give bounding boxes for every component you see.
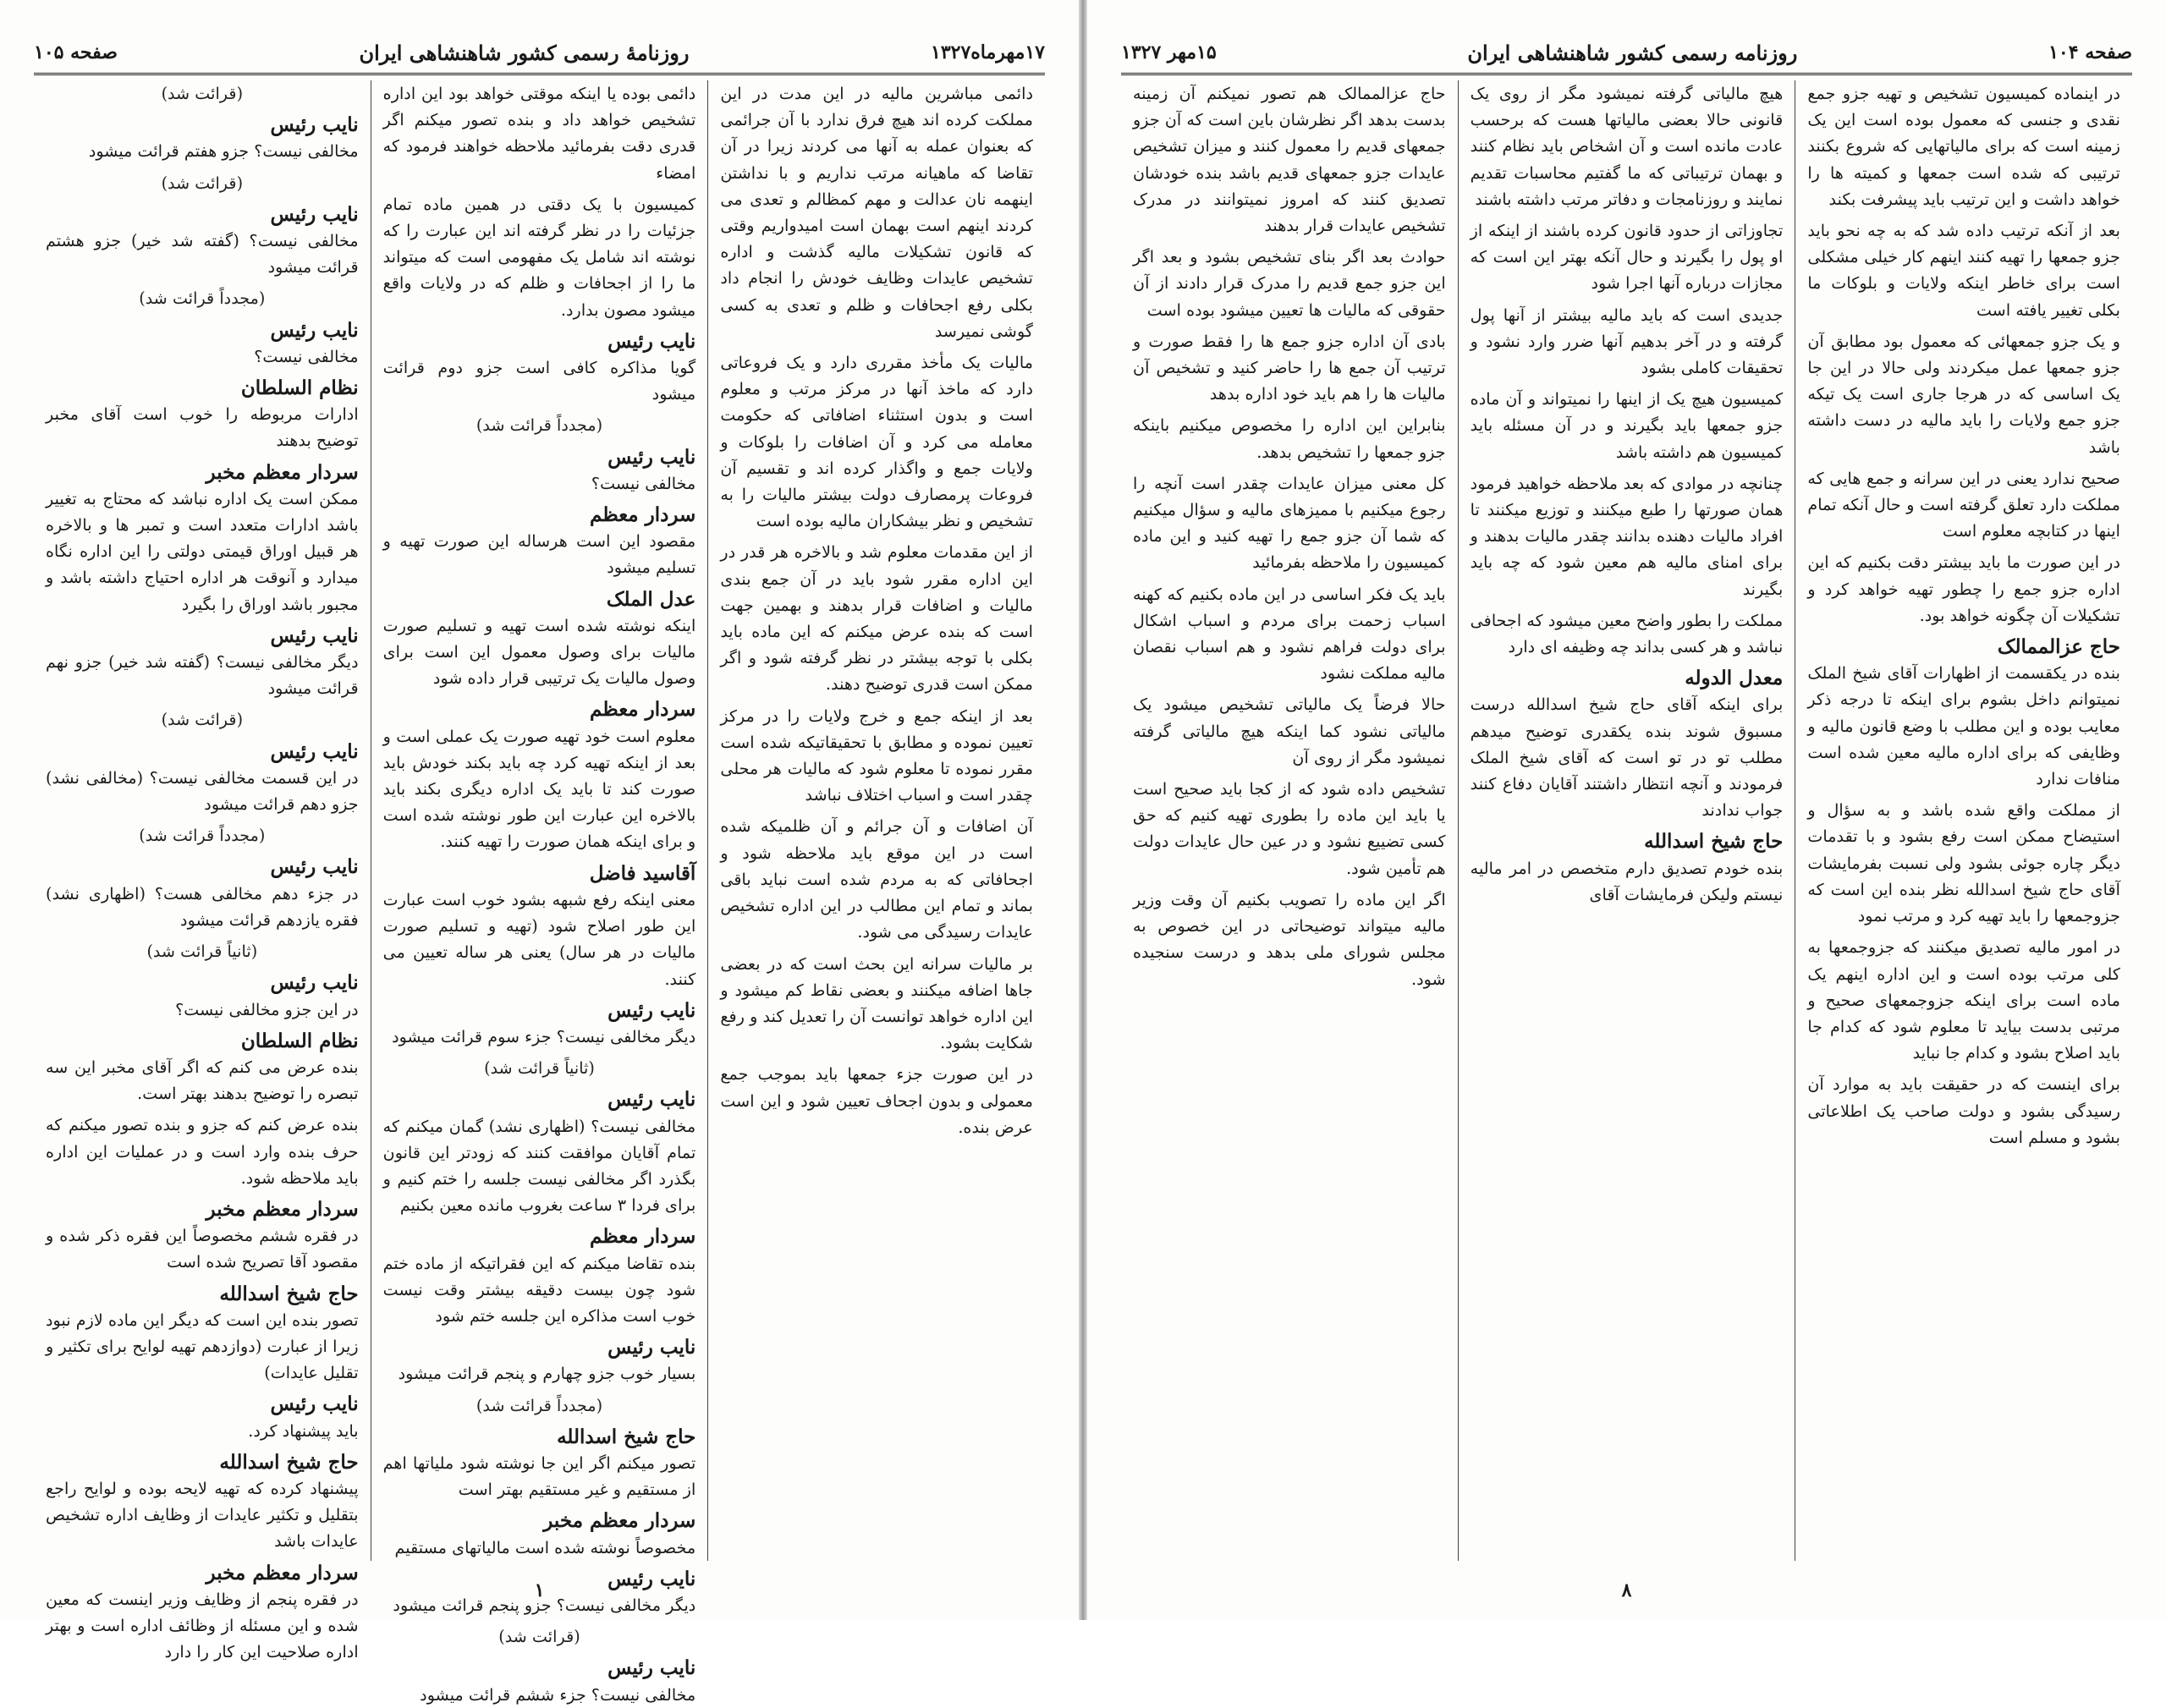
speaker-name: نایب رئیس	[607, 1656, 696, 1680]
text-paragraph: مقصود این است هرساله این صورت تهیه و تسلیم میشود	[382, 531, 696, 578]
text-paragraph: مخصوصاً نوشته شده است مالیاتهای مستقیم	[394, 1537, 696, 1557]
right-page-number: ۸	[1621, 1579, 1632, 1601]
text-paragraph: گویا مذاکره کافی است جزو دوم قرائت میشود	[382, 358, 696, 404]
left-header-page-label: صفحه ۱۰۵	[34, 41, 118, 63]
reading-note: (مجدداً قرائت شد)	[139, 826, 266, 846]
text-paragraph: در این صورت ما باید بیشتر دقت بکنیم که این اداره جزو جمع را چطور تهیه خواهد کرد و تشکیلات آن چگونه خواهد بود.	[1807, 552, 2120, 625]
speaker-name: سردار معظم مخبر	[543, 1509, 696, 1533]
text-paragraph: جدیدی است که باید مالیه بیشتر از آنها پول گرفته و در آخر بدهیم آنها ضرر وارد نشود و تحقیقات کاملی بشود	[1470, 305, 1784, 378]
speaker-name: نایب رئیس	[270, 113, 359, 137]
text-paragraph: در اینماده کمیسیون تشخیص و تهیه جزو جمع نقدی و جنسی که معمول بوده است این یک زمینه است که برای مالیاتهایی که شروع بکنند ترتیبی که شده است جمعها و کمیته ها را خواهد داشت و این ترتیب باید پیشرفت بکند	[1807, 84, 2120, 209]
left-page-header	[34, 32, 1045, 75]
text-paragraph: بنده خودم تصدیق دارم متخصص در امر مالیه نیستم ولیکن فرمایشات آقای	[1470, 858, 1784, 904]
reading-note: (ثانیاً قرائت شد)	[146, 942, 258, 962]
text-paragraph: اگر این ماده را تصویب بکنیم آن وقت وزیر مالیه میتواند توضیحاتی در این خصوص به مجلس شورای ملی بدهد و درست سنجیده شود.	[1132, 889, 1446, 989]
text-paragraph: هیچ مالیاتی گرفته نمیشود مگر از روی یک قانونی حالا بعضی مالیاتها هست که برحسب عادت مانده است و آن اشخاص باید نظام کنند و بهمان ترتیباتی که ما گفتیم محاسبات تقدیم نمایند و روزنامجات و دفاتر مرتب داشته باشند	[1470, 84, 1784, 209]
right-col-1	[1795, 80, 2132, 1561]
text-paragraph: بسیار خوب جزو چهارم و پنجم قرائت میشود	[398, 1364, 696, 1384]
speaker-name: نایب رئیس	[270, 318, 359, 342]
speaker-name: حاج شیخ اسدالله	[219, 1282, 359, 1305]
text-paragraph: آن اضافات و آن جرائم و آن ظلمیکه شده است در این موقع باید ملاحظه شود و اجحافاتی که به مردم شده است نباید باقی بماند و تمام این مطالب در این اداره تشخیص عایدات رسیدگی می شود.	[720, 816, 1033, 942]
reading-note: (ثانیاً قرائت شد)	[484, 1058, 595, 1079]
text-paragraph: حاج عزالممالک هم تصور نمیکنم آن زمینه بدست بدهد اگر نظرشان باین است که آن جزو جمعهای قدیم را معمول کنند و میزان تشخیص عایدات جزو جمعهای قدیم باشد بنده خودشان تصدیق کنند که امروز نمیتوانند در مدرک تشخیص عایدات قرار بدهند	[1132, 84, 1446, 236]
text-paragraph: کمیسیون با یک دقتی در همین ماده تمام جزئیات را در نظر گرفته اند این عبارت را که نوشته اند شامل یک مفهومی است که میتواند ما را از اجحافات و ظلم که در ولایات واقع میشود مصون بدارد.	[382, 194, 696, 320]
text-paragraph: بنابراین این اداره را مخصوص میکنیم باینکه جزو جمعها را تشخیص بدهد.	[1132, 415, 1446, 462]
text-paragraph: در امور مالیه تصدیق میکنند که جزوجمعها به کلی مرتب بوده است و این اداره اینهم یک ماده است برای اینکه جزوجمعهای صحیح و مرتبی بدست بیاید تا معلوم شود که کدام جا باید اصلاح بشود و کدام جا نباید	[1807, 937, 2120, 1063]
right-col-3	[1121, 80, 1458, 1561]
speaker-name: نایب رئیس	[607, 1088, 696, 1112]
text-paragraph: در فقره ششم مخصوصاً این فقره ذکر شده و مقصود آقا تصریح شده است	[45, 1226, 359, 1272]
text-paragraph: معنی اینکه رفع شبهه بشود خوب است عبارت این طور اصلاح شود (تهیه و تسلیم صورت مالیات در هر سال) یعنی هر ساله تعیین می کنند.	[382, 889, 696, 989]
text-paragraph: کل معنی میزان عایدات چقدر است آنچه را رجوع میکنیم با ممیزهای مالیه و سؤال میکنیم که شما آن جزو جمع را تهیه کنید و این ماده کمیسیون را ملاحظه بفرمائید	[1132, 473, 1446, 573]
text-paragraph: دائمی مباشرین مالیه در این مدت در این مملکت کرده اند هیچ فرق ندارد با آن جرائمی که بعنوان عمله به آنها می کردند زیرا در آن تقاضا که ماهیانه مرتب نداریم و با نداشتن اینهمه نان عدالت و مهم کمظالم و تعدی می کردند اینهم است بهمان است امیدواریم وقتی که قانون تشکیلات مالیه گذشت و اداره تشخیص عایدات وظایف خودش را انجام داد بکلی رفع اجحافات و ظلم و تعدی به کسی گوشی نمیرسد	[720, 84, 1033, 341]
text-paragraph: مخالفی نیست؟	[591, 473, 696, 493]
right-header-date: ۱۵مهر ۱۳۲۷	[1121, 41, 1217, 63]
text-paragraph: مالیات یک مأخذ مقرری دارد و یک فروعاتی دارد که ماخذ آنها در مرکز مرتب و معلوم است و بدون استثناء اضافاتی که حکومت معامله می کرد و آن اضافات را بلوکات و ولایات جمع و واگذار کرده اند و تقسیم آن فروعات پرمصارف دولت بیشتر مالیات را به تشخیص و نظر بیشکاران مالیه بوده است	[720, 353, 1033, 531]
text-paragraph: در این جزو مخالفی نیست؟	[175, 999, 359, 1019]
speaker-name: نایب رئیس	[607, 998, 696, 1022]
binding-gutter	[1079, 0, 1087, 1620]
text-paragraph: بعد از آنکه ترتیب داده شد که به چه نحو باید جزو جمعها را تهیه کنند اینهم کار خیلی مشکلی است برای خاطر اینکه ولایات و بلوکات ما بکلی تغییر یافته است	[1807, 221, 2120, 320]
text-paragraph: بنده تقاضا میکنم که این فقراتیکه از ماده ختم شود چون بیست دقیقه بیشتر وقت نیست خوب است مذاکره این جلسه ختم شود	[382, 1253, 696, 1326]
reading-note: (مجدداً قرائت شد)	[476, 1395, 603, 1415]
speaker-name: عدل الملک	[606, 587, 696, 611]
right-page	[1087, 0, 2166, 1620]
speaker-name: سردار معظم مخبر	[206, 460, 359, 484]
text-paragraph: بر مالیات سرانه این بحث است که در بعضی جاها اضافه میکنند و بعضی نقاط کم میشود و این اداره خواهد توانست آن را تعدیل کند و رفع شکایت بشود.	[720, 953, 1033, 1053]
text-paragraph: مملکت را بطور واضح معین میشود که اجحافی نباشد و هر کسی بداند چه وظیفه ای دارد	[1470, 610, 1784, 657]
speaker-name: معدل الدوله	[1685, 667, 1784, 690]
text-paragraph: تصور بنده این است که دیگر این ماده لازم نبود زیرا از عبارت (دوازدهم تهیه لوایح برای تکثیر و تقلیل عایدات)	[45, 1310, 359, 1383]
text-paragraph: و یک جزو جمعهائی که معمول بود مطابق آن جزو جمعها عمل میکردند ولی حالا در این جا یک اساسی که در هرجا جاری است یک تیکه جزو جمع ولایات را باید مالیه در دست داشته باشد	[1807, 331, 2120, 457]
speaker-name: نایب رئیس	[607, 329, 696, 353]
reading-note: (قرائت شد)	[498, 1627, 580, 1647]
text-paragraph: باید پیشنهاد کرد.	[248, 1420, 359, 1441]
left-header-date: ۱۷مهرماه۱۳۲۷	[931, 41, 1045, 63]
speaker-name: نایب رئیس	[270, 623, 359, 647]
text-paragraph: چنانچه در موادی که بعد ملاحظه خواهید فرمود همان صورتها را طبع میکنند و توزیع میکنند تا افراد مالیات دهنده بدانند چقدر مالیات بدهند و برای امنای مالیه هم معین شود که چه باید بگیرند	[1470, 473, 1784, 599]
speaker-name: نایب رئیس	[270, 202, 359, 226]
text-paragraph: معلوم است خود تهیه صورت یک عملی است و بعد از اینکه تهیه کرد چه باید بکند خودش باید صورت کند تا باید یک اداره دیگری بکند باید بالاخره این عبارت این طور نوشته شده است و برای اینکه همان صورت را تهیه کنند.	[382, 726, 696, 852]
text-paragraph: صحیح ندارد یعنی در این سرانه و جمع هایی که مملکت دارد تعلق گرفته است و حال آنکه تمام اینها در کتابچه معلوم است	[1807, 468, 2120, 541]
text-paragraph: حالا فرضاً یک مالیاتی تشخیص میشود یک مالیاتی نشود کما اینکه هیچ مالیاتی گرفته نمیشود مگر از روی آن	[1132, 695, 1446, 767]
text-paragraph: بنده در یکقسمت از اظهارات آقای شیخ الملک نمیتوانم داخل بشوم برای اینکه تا درجه ذکر معایب بوده و این مطلب با وضع قانون مالیه و وظایفی که برای اداره مالیه معین شده است منافات ندارد	[1807, 663, 2120, 789]
text-paragraph: مخالفی نیست؟ جزو هفتم قرائت میشود	[88, 141, 359, 162]
text-paragraph: دیگر مخالفی نیست؟ جزو پنجم قرائت میشود	[393, 1595, 696, 1615]
reading-note: (قرائت شد)	[161, 84, 244, 103]
speaker-name: آقاسید فاضل	[589, 861, 696, 885]
text-paragraph: در این صورت جزء جمعها باید بموجب جمع معمولی و بدون اجحاف تعیین شود و این است عرض بنده.	[720, 1064, 1033, 1137]
speaker-name: نظام السلطان	[240, 1029, 359, 1052]
text-paragraph: ممکن است یک اداره نباشد که محتاج به تغییر باشد ادارات متعدد است و تمبر ها و بالاخره هر قبیل اوراق قیمتی دولتی را این اداره نگاه میدارد و آنوقت هر اداره احتیاج داشته باشد و مجبور باشد اوراق را بگیرد	[45, 488, 359, 614]
text-paragraph: از مملکت واقع شده باشد و به سؤال و استیضاح ممکن است رفع بشود و با تقدمات دیگر چاره جوئی بشود ولی نسبت بفرمایشات آقای حاج شیخ اسدالله نظر بنده این است که جزوجمعها را باید تهیه کرد و مرتب نمود	[1807, 800, 2120, 926]
text-paragraph: مخالفی نیست؟	[254, 346, 359, 366]
text-paragraph: برای اینست که در حقیقت باید به موارد آن رسیدگی بشود و دولت صاحب یک اطلاعاتی بشود و مسلم است	[1807, 1074, 2120, 1147]
text-paragraph: ادارات مربوطه را خوب است آقای مخبر توضیح بدهند	[45, 404, 359, 451]
text-paragraph: تجاوزاتی از حدود قانون کرده باشند از اینکه از او پول را بگیرند و حال آنکه بهتر این است که مجازات درباره آنها اجرا شود	[1470, 221, 1784, 294]
text-paragraph: کمیسیون هیچ یک از اینها را نمیتواند و آن ماده جزو جمعها باید بگیرند و در آن مسئله باید کمیسیون هم داشته باشد	[1470, 389, 1784, 462]
text-paragraph: بادی آن اداره جزو جمع ها را فقط صورت و ترتیب آن جمع ها را حاضر کنید و تشخیص آن مالیات ها را هم باید خود اداره بدهد	[1132, 331, 1446, 404]
left-page-columns	[34, 80, 1045, 1705]
text-paragraph: اینکه نوشته شده است تهیه و تسلیم صورت مالیات برای وصول معمول این است برای وصول مالیات یک ترتیبی قرار داده شود	[382, 615, 696, 689]
speaker-name: سردار معظم	[590, 503, 696, 527]
text-paragraph: دائمی بوده یا اینکه موقتی خواهد بود این اداره تشخیص خواهد داد و بنده تصور میکنم اگر قدری دقت بفرمائید ملاحظه خواهند فرمود که امضاء	[382, 84, 696, 183]
text-paragraph: تشخیص داده شود که از کجا باید صحیح است یا باید این ماده را بطوری تهیه کنیم که حق کسی تضییع نشود و در عین حال عایدات دولت هم تأمین شود.	[1132, 779, 1446, 878]
speaker-name: نایب رئیس	[270, 855, 359, 879]
text-paragraph: پیشنهاد کرده که تهیه لایحه بوده و لوایح راجع بتقلیل و تکثیر عایدات از وظایف اداره تشخیص عایدات باشد	[45, 1478, 359, 1551]
speaker-name: حاج شیخ اسدالله	[1644, 830, 1784, 854]
left-col-3	[34, 80, 371, 1662]
right-header-title: روزنامه رسمی کشور شاهنشاهی ایران	[1467, 40, 1798, 65]
speaker-name: حاج شیخ اسدالله	[219, 1450, 359, 1474]
speaker-name: سردار معظم مخبر	[206, 1561, 359, 1584]
reading-note: (مجدداً قرائت شد)	[476, 415, 603, 436]
text-paragraph: مخالفی نیست؟ جزء ششم قرائت میشود	[420, 1684, 696, 1705]
text-paragraph: حوادث بعد اگر بنای تشخیص بشود و بعد اگر این جزو جمع قدیم را مدرک قرار دادند از آن حقوقی که مالیات ها تعیین میشود بوده است	[1132, 247, 1446, 320]
reading-note: (قرائت شد)	[161, 173, 244, 193]
left-header-title: روزنامهٔ رسمی کشور شاهنشاهی ایران	[359, 40, 690, 65]
text-paragraph: مخالفی نیست؟ (اظهاری نشد) گمان میکنم که تمام آقایان موافقت کنند که زودتر این قانون بگذرد اگر مخالفی نیست جلسه را ختم کنیم و برای فردا ۳ ساعت بغروب مانده معین بکنیم	[382, 1116, 696, 1216]
left-col-2	[371, 80, 708, 1705]
right-col-2	[1458, 80, 1795, 1561]
text-paragraph: دیگر مخالفی نیست؟ جزء سوم قرائت میشود	[392, 1026, 696, 1046]
text-paragraph: در این قسمت مخالفی نیست؟ (مخالفی نشد) جزو دهم قرائت میشود	[45, 767, 359, 815]
left-page	[0, 0, 1079, 1705]
speaker-name: نایب رئیس	[607, 1336, 696, 1359]
reading-note: (قرائت شد)	[161, 710, 244, 730]
speaker-name: حاج عزالممالک	[1997, 635, 2120, 659]
speaker-name: سردار معظم	[590, 1225, 696, 1249]
right-page-header	[1121, 32, 2132, 75]
text-paragraph: دیگر مخالفی نیست؟ (گفته شد خیر) جزو نهم قرائت میشود	[45, 652, 359, 699]
speaker-name: سردار معظم	[590, 698, 696, 722]
text-paragraph: در فقره پنجم از وظایف وزیر اینست که معین شده و این مسئله از وظائف اداره است و بهتر اداره صلاحیت این کار را دارد	[45, 1589, 359, 1662]
text-paragraph: بنده عرض کنم که جزو و بنده تصور میکنم که حرف بنده وارد است و در عملیات این اداره باید ملاحظه شود.	[45, 1115, 359, 1188]
text-paragraph: باید یک فکر اساسی در این ماده بکنیم که کهنه اسباب زحمت برای مردم و اسباب اشکال برای دولت فراهم نشود و هم اسباب نقصان مالیه مملکت نشود	[1132, 584, 1446, 684]
right-header-page-label: صفحه ۱۰۴	[2048, 41, 2132, 63]
left-page-number: ۱	[534, 1579, 545, 1601]
speaker-name: نایب رئیس	[270, 1392, 359, 1416]
speaker-name: نایب رئیس	[270, 971, 359, 995]
speaker-name: نظام السلطان	[240, 376, 359, 400]
text-paragraph: تصور میکنم اگر این جا نوشته شود ملیاتها اهم از مستقیم و غیر مستقیم بهتر است	[382, 1453, 696, 1500]
reading-note: (مجدداً قرائت شد)	[139, 288, 266, 309]
speaker-name: سردار معظم مخبر	[206, 1197, 359, 1221]
speaker-name: نایب رئیس	[607, 445, 696, 469]
speaker-name: نایب رئیس	[607, 1567, 696, 1590]
text-paragraph: از این مقدمات معلوم شد و بالاخره هر قدر در این اداره مقرر شود باید در آن جمع بندی مالیات و اضافات قرار بدهند و بهمین جهت است که بنده عرض میکنم که این ماده باید بکلی با توجه بیشتر در نظر گرفته شود و اگر ممکن است قدری توضیح دهند.	[720, 542, 1033, 695]
speaker-name: نایب رئیس	[270, 739, 359, 763]
text-paragraph: بعد از اینکه جمع و خرج ولایات را در مرکز تعیین نموده و مطابق با تحقیقاتیکه شده است مقرر نموده تا معلوم شود که مالیات هر محلی چقدر است و اسباب اختلاف نباشد	[720, 706, 1033, 805]
text-paragraph: در جزء دهم مخالفی هست؟ (اظهاری نشد) فقره یازدهم قرائت میشود	[45, 883, 359, 930]
text-paragraph: بنده عرض می کنم که اگر آقای مخبر این سه تبصره را توضیح بدهند بهتر است.	[45, 1057, 359, 1104]
text-paragraph: مخالفی نیست؟ (گفته شد خیر) جزو هشتم قرائت میشود	[45, 231, 359, 277]
right-page-columns	[1121, 80, 2132, 1561]
left-col-1	[707, 80, 1045, 1561]
speaker-name: حاج شیخ اسدالله	[557, 1425, 696, 1448]
text-paragraph: برای اینکه آقای حاج شیخ اسدالله درست مسبوق شوند بنده یکقدری توضیح میدهم مطلب تو در تو است که آقای شیخ الملک فرمودند و آنچه انتظار داشتند آقایان دفاع کنند جواب ندادند	[1470, 695, 1784, 821]
